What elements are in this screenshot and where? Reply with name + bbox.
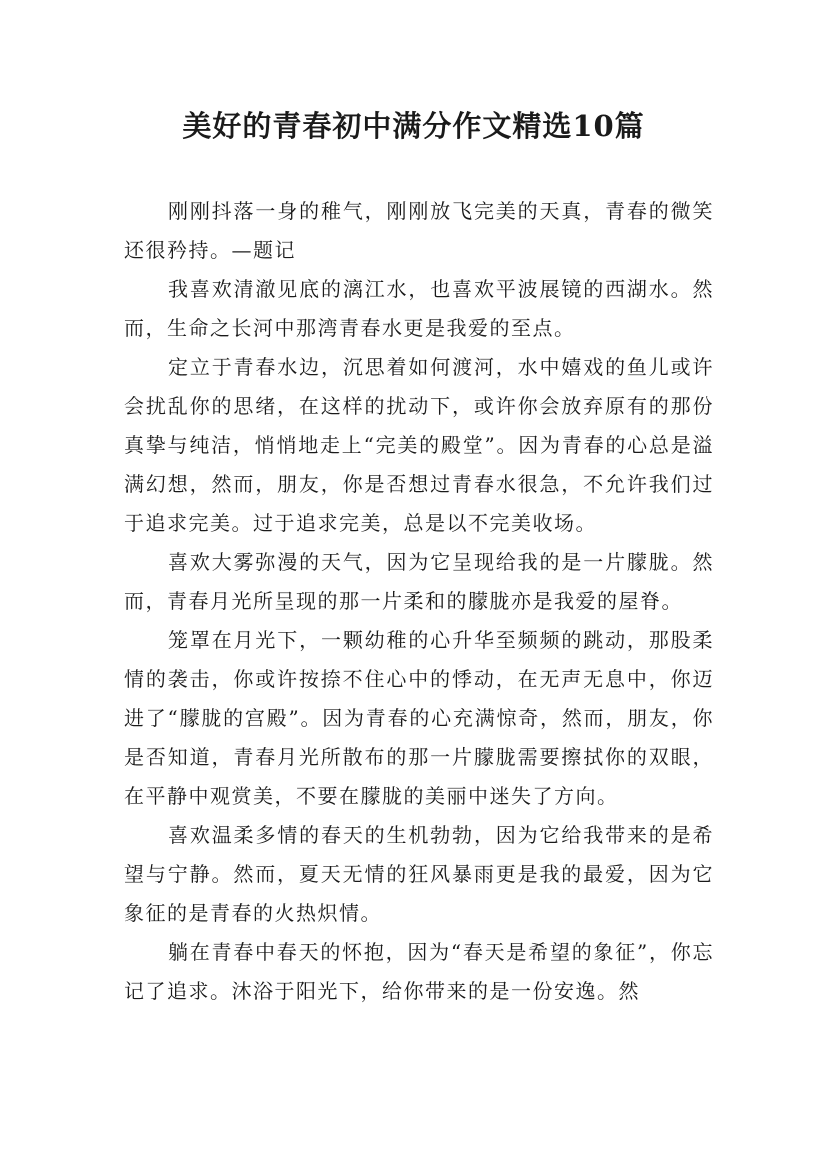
paragraph-1: 我喜欢清澈见底的漓江水，也喜欢平波展镜的西湖水。然而，生命之长河中那湾青春水更是我爱的至点。 bbox=[124, 277, 714, 340]
paragraph-6: 躺在青春中春天的怀抱，因为“春天是希望的象征”，你忘记了追求。沐浴于阳光下，给你带来的是一份安逸。然 bbox=[124, 940, 714, 1003]
paragraph-5: 喜欢温柔多情的春天的生机勃勃，因为它给我带来的是希望与宁静。然而，夏天无情的狂风暴雨更是我的最爱，因为它象征的是青春的火热炽情。 bbox=[124, 823, 714, 925]
paragraph-4: 笼罩在月光下，一颗幼稚的心升华至频频的跳动，那股柔情的袭击，你或许按捺不住心中的悸动，在无声无息中，你迈进了“朦胧的宫殿”。因为青春的心充满惊奇，然而，朋友，你是否知道，青春月光所散布的那一片朦胧需要擦拭你的双眼，在平静中观赏美，不要在朦胧的美丽中迷失了方向。 bbox=[124, 628, 714, 808]
document-body bbox=[124, 192, 714, 1011]
paragraph-3: 喜欢大雾弥漫的天气，因为它呈现给我的是一片朦胧。然而，青春月光所呈现的那一片柔和的朦胧亦是我爱的屋脊。 bbox=[124, 550, 714, 613]
paragraph-2: 定立于青春水边，沉思着如何渡河，水中嬉戏的鱼儿或许会扰乱你的思绪，在这样的扰动下，或许你会放弃原有的那份真挚与纯洁，悄悄地走上“完美的殿堂”。因为青春的心总是溢满幻想，然而，朋友，你是否想过青春水很急，不允许我们过于追求完美。过于追求完美，总是以不完美收场。 bbox=[124, 355, 714, 535]
paragraph-epigraph: 刚刚抖落一身的稚气，刚刚放飞完美的天真，青春的微笑还很矜持。—题记 bbox=[124, 199, 714, 262]
document-title: 美好的青春初中满分作文精选10篇 bbox=[182, 109, 645, 143]
